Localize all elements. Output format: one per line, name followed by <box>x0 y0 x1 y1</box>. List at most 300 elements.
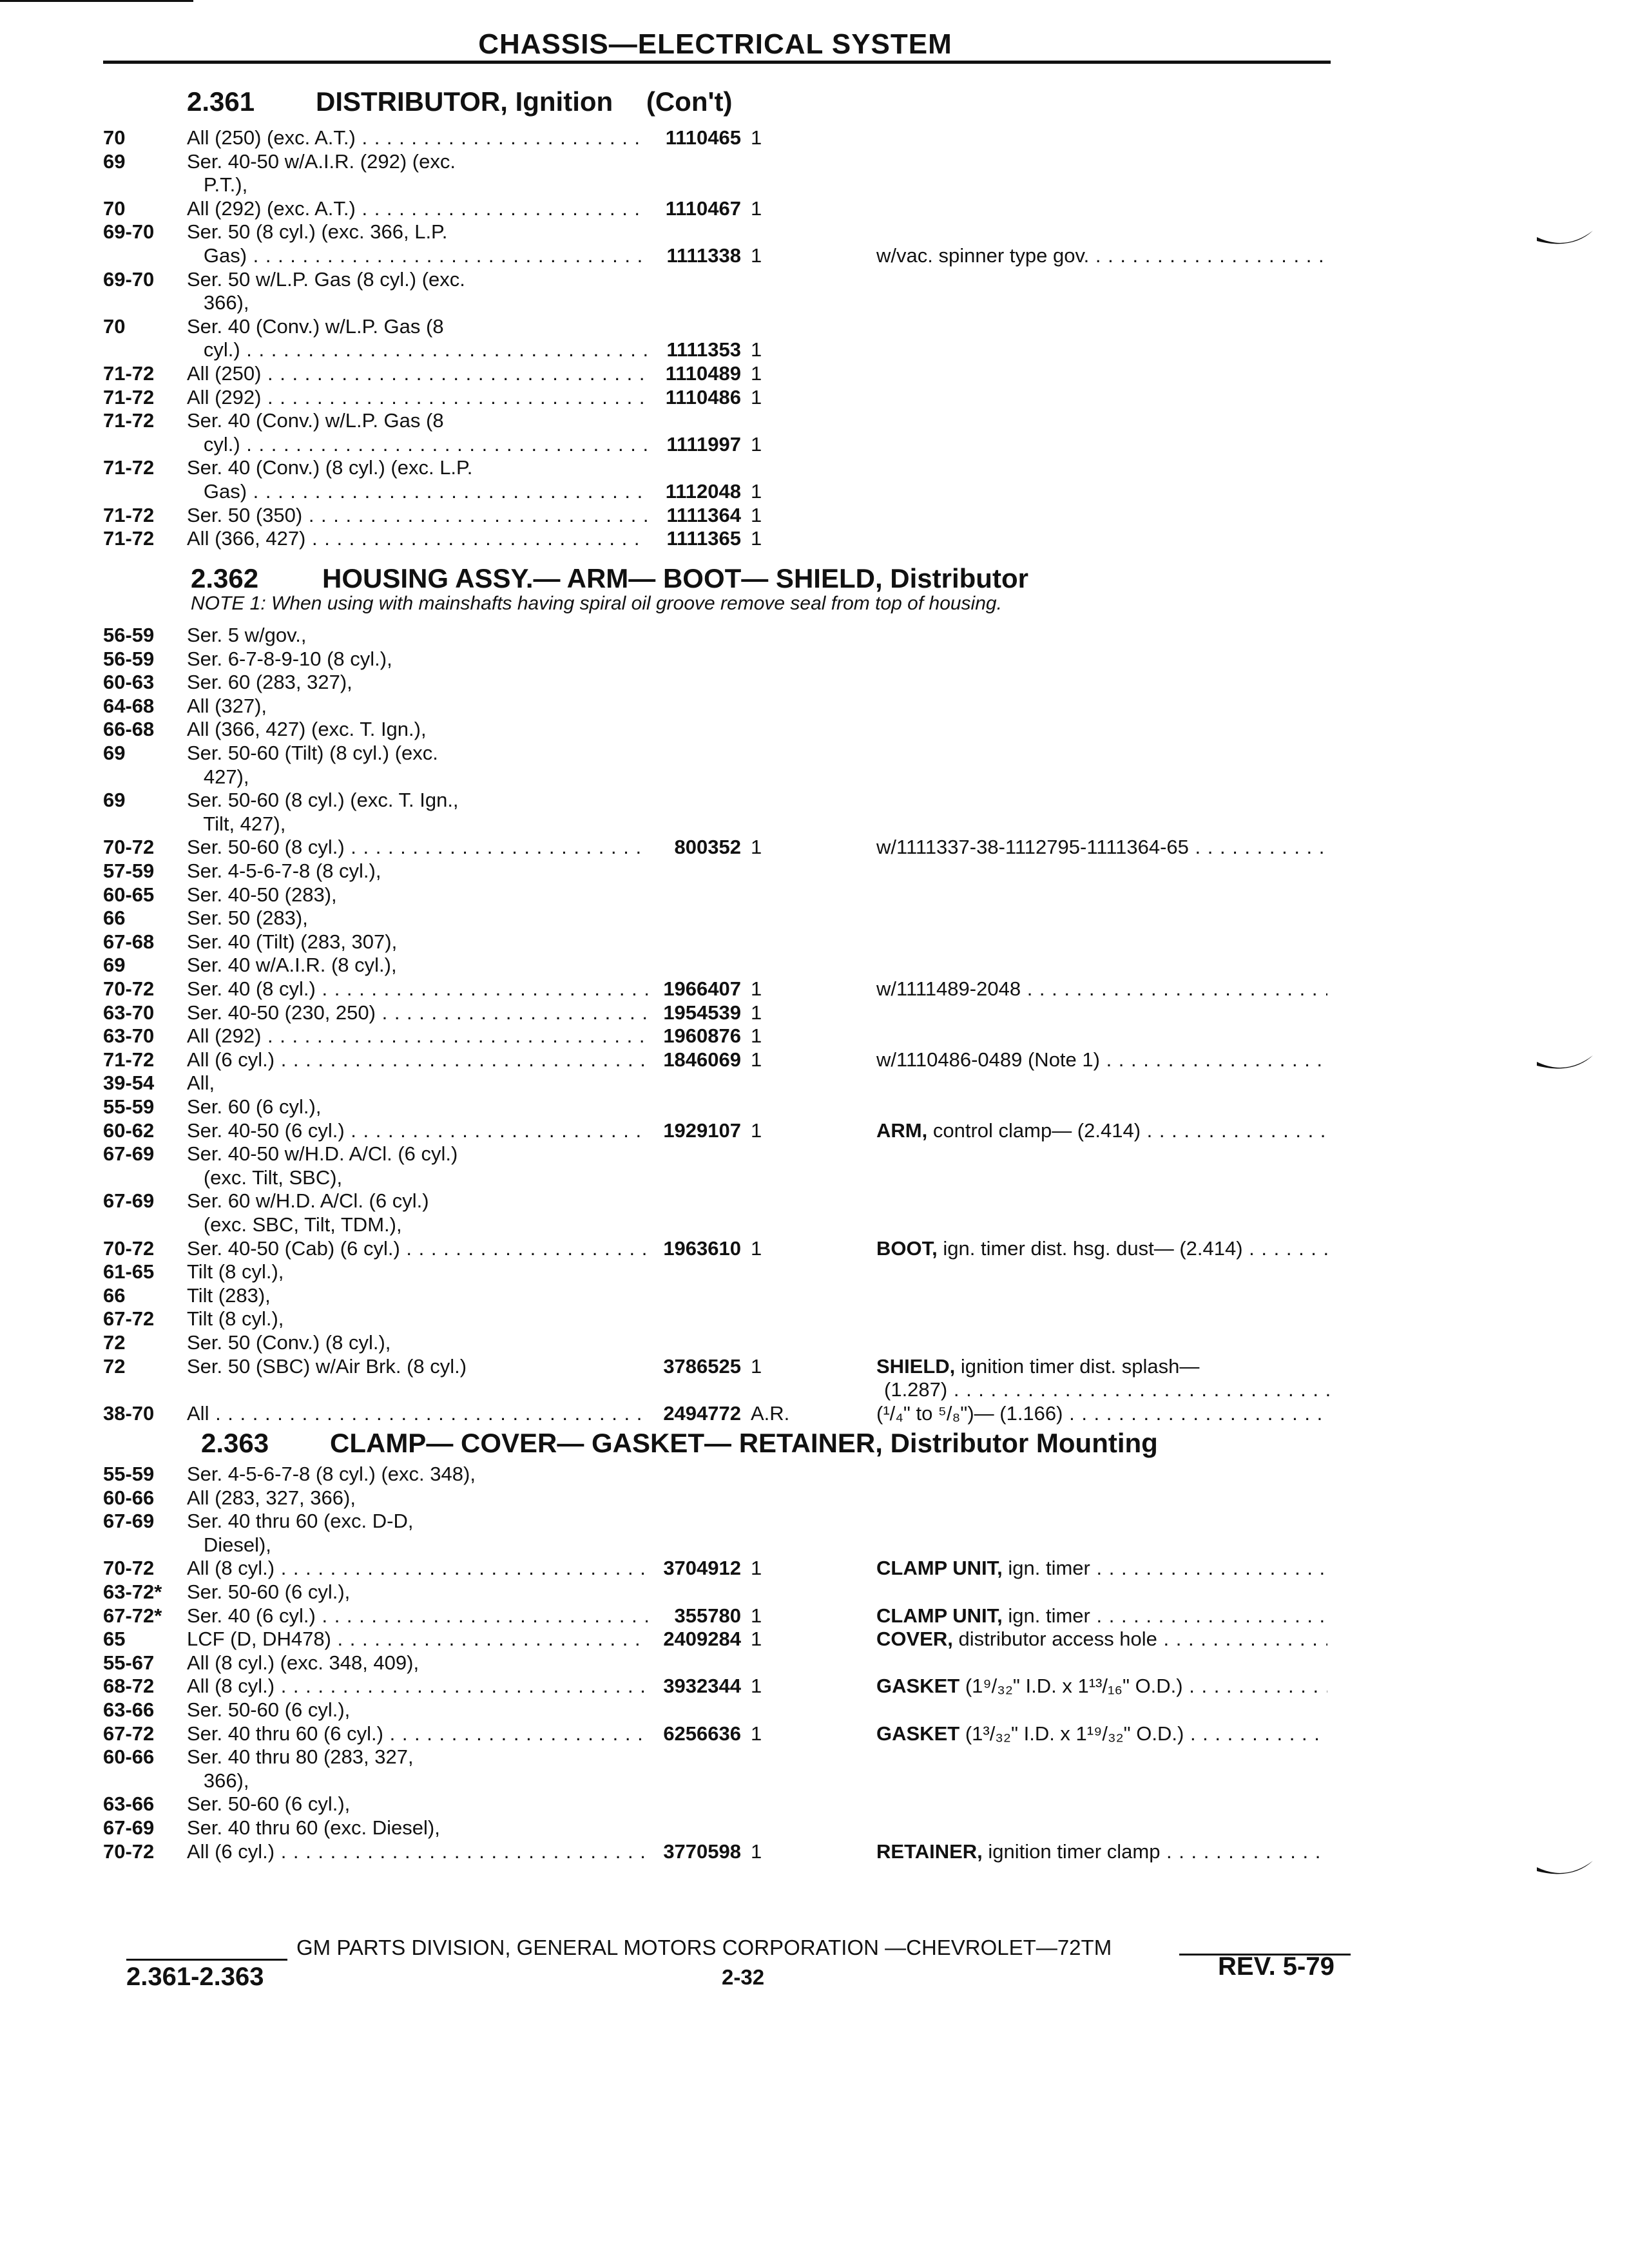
usage-description: Ser. 40 thru 80 (283, 327, <box>187 1745 414 1768</box>
part-number: 1846069 <box>663 1048 741 1071</box>
table-row <box>103 648 1347 671</box>
remarks-text: (¹/₄" to ⁵/₈")— (1.166) <box>876 1402 1063 1425</box>
quantity: 1 <box>751 1840 762 1863</box>
part-number: 1110467 <box>665 197 741 220</box>
part-number: 1966407 <box>663 977 741 1000</box>
remarks-text: distributor access hole <box>958 1628 1157 1650</box>
table-row <box>103 1510 1347 1533</box>
usage-description: Ser. 40 (Conv.) w/L.P. Gas (8 <box>187 315 444 338</box>
quantity: 1 <box>751 1557 762 1579</box>
usage-description: Ser. 50 (8 cyl.) (exc. 366, L.P. <box>187 220 448 243</box>
usage-description: Ser. 40 thru 60 (6 cyl.) . . . <box>187 1722 648 1745</box>
table-row <box>103 1675 1347 1698</box>
table-row <box>103 695 1347 718</box>
section-number: 2.362 <box>191 563 259 593</box>
model-years: 70 <box>103 126 126 149</box>
part-number: 1960876 <box>663 1024 741 1047</box>
usage-description: All (8 cyl.) . . . <box>187 1557 648 1580</box>
usage-description: Gas) . . . <box>187 480 648 503</box>
model-years: 67-69 <box>103 1510 155 1532</box>
part-number: 1110465 <box>665 126 741 149</box>
remarks-text: ignition timer dist. splash— <box>960 1355 1200 1378</box>
part-number: 1110489 <box>665 362 741 385</box>
remarks <box>876 1048 1327 1072</box>
usage-description: Ser. 40 (Tilt) (283, 307), <box>187 930 398 953</box>
remarks-item-name: GASKET <box>876 1675 960 1697</box>
table-row <box>103 954 1347 977</box>
model-years: 66 <box>103 1284 126 1307</box>
model-years: 69 <box>103 742 126 764</box>
usage-description: Ser. 40-50 w/H.D. A/Cl. (6 cyl.) <box>187 1142 458 1165</box>
model-years: 71-72 <box>103 456 155 479</box>
model-years: 67-72* <box>103 1604 162 1627</box>
remarks-text: w/vac. spinner type gov. <box>876 244 1090 267</box>
table-row <box>103 315 1347 338</box>
remarks-text: (1³/₃₂" I.D. x 1¹⁹/₃₂" O.D.) <box>965 1722 1184 1745</box>
section-title: CLAMP— COVER— GASKET— RETAINER, Distributor Mounting <box>330 1428 1158 1458</box>
table-row <box>103 1698 1347 1722</box>
remarks-item-name: SHIELD, <box>876 1355 956 1378</box>
model-years: 63-66 <box>103 1792 155 1815</box>
remarks <box>884 1378 1335 1401</box>
usage-description: Ser. 40-50 w/A.I.R. (292) (exc. <box>187 150 456 173</box>
remarks-text: (1⁹/₃₂" I.D. x 1¹³/₁₆" O.D.) <box>965 1675 1183 1697</box>
usage-description: All, <box>187 1072 215 1094</box>
table-row <box>103 718 1347 741</box>
quantity: 1 <box>751 1604 762 1627</box>
usage-description: Tilt (283), <box>187 1284 271 1307</box>
section-number: 2.363 <box>201 1428 269 1458</box>
usage-description: Ser. 40-50 (230, 250) . . . <box>187 1001 648 1024</box>
usage-description: All (8 cyl.) . . . <box>187 1675 648 1698</box>
remarks-text: ign. timer <box>1008 1557 1090 1579</box>
footer-page-number: 2-32 <box>722 1965 765 1989</box>
table-row <box>103 1119 1347 1142</box>
table-row <box>103 624 1347 647</box>
table-row <box>103 1769 1347 1792</box>
usage-description: Gas) . . . <box>187 244 648 267</box>
table-row <box>103 1463 1347 1486</box>
table-row <box>103 1792 1347 1816</box>
table-row <box>103 812 1347 836</box>
model-years: 66 <box>103 907 126 929</box>
usage-description: All . . . <box>187 1402 648 1425</box>
table-row <box>103 907 1347 930</box>
usage-description: Ser. 60 (283, 327), <box>187 671 352 693</box>
table-row <box>103 1355 1347 1378</box>
table-row <box>103 1331 1347 1354</box>
table-row <box>103 1581 1347 1604</box>
part-number: 1111365 <box>666 527 741 550</box>
model-years: 63-70 <box>103 1024 155 1047</box>
quantity: 1 <box>751 197 762 220</box>
usage-description: All (292) . . . <box>187 386 648 409</box>
model-years: 72 <box>103 1331 126 1354</box>
model-years: 71-72 <box>103 409 155 432</box>
usage-description: Ser. 60 w/H.D. A/Cl. (6 cyl.) <box>187 1189 429 1212</box>
table-row <box>103 197 1347 220</box>
table-row <box>103 1142 1347 1166</box>
model-years: 71-72 <box>103 362 155 385</box>
remarks <box>876 1355 1327 1378</box>
remarks <box>876 244 1327 267</box>
remarks <box>876 977 1327 1001</box>
table-row <box>103 1260 1347 1283</box>
usage-description: All (327), <box>187 695 267 717</box>
remarks <box>876 1840 1327 1863</box>
model-years: 70 <box>103 197 126 220</box>
table-row <box>103 1722 1347 1745</box>
usage-description: Ser. 40-50 (6 cyl.) . . . <box>187 1119 648 1142</box>
part-number: 3786525 <box>663 1355 741 1378</box>
usage-description: Ser. 50-60 (Tilt) (8 cyl.) (exc. <box>187 742 438 764</box>
quantity: 1 <box>751 1001 762 1024</box>
usage-description: Tilt, 427), <box>187 812 286 835</box>
section-2-361 <box>187 86 732 117</box>
model-years: 67-69 <box>103 1189 155 1212</box>
remarks-item-name: CLAMP UNIT, <box>876 1557 1003 1579</box>
usage-description: All (6 cyl.) . . . <box>187 1048 648 1072</box>
usage-description: Ser. 50 w/L.P. Gas (8 cyl.) (exc. <box>187 268 465 291</box>
table-row <box>103 433 1347 456</box>
usage-description: cyl.) . . . <box>187 433 648 456</box>
remarks-item-name: BOOT, <box>876 1237 938 1260</box>
remarks <box>876 1628 1327 1651</box>
remarks <box>876 1675 1327 1698</box>
usage-description: All (250) . . . <box>187 362 648 385</box>
footer-rule-left <box>126 1959 287 1961</box>
part-number: 1110486 <box>665 386 741 408</box>
remarks-text: w/1110486-0489 (Note 1) <box>876 1048 1100 1071</box>
remarks <box>876 1557 1327 1580</box>
remarks <box>876 1604 1327 1628</box>
model-years: 67-69 <box>103 1816 155 1839</box>
part-number: 2409284 <box>663 1628 741 1650</box>
part-number: 1111338 <box>666 244 741 267</box>
table-row <box>103 1024 1347 1048</box>
usage-description: Ser. 60 (6 cyl.), <box>187 1095 322 1118</box>
model-years: 70-72 <box>103 977 155 1000</box>
remarks-item-name: COVER, <box>876 1628 953 1650</box>
remarks <box>876 1722 1327 1745</box>
remarks <box>876 836 1327 859</box>
usage-description: Ser. 50-60 (6 cyl.), <box>187 1581 351 1603</box>
model-years: 69 <box>103 954 126 976</box>
table-row <box>103 1166 1347 1189</box>
table-row <box>103 150 1347 173</box>
usage-description: All (292) . . . <box>187 1024 648 1048</box>
usage-description: Ser. 40 thru 60 (exc. Diesel), <box>187 1816 440 1839</box>
section-2-362 <box>191 563 1028 594</box>
usage-description: Ser. 6-7-8-9-10 (8 cyl.), <box>187 648 392 670</box>
table-row <box>103 362 1347 385</box>
usage-description: Ser. 40 (Conv.) (8 cyl.) (exc. L.P. <box>187 456 473 479</box>
quantity: 1 <box>751 504 762 526</box>
table-row <box>103 338 1347 361</box>
part-number: 3932344 <box>663 1675 741 1697</box>
usage-description: 427), <box>187 765 249 788</box>
model-years: 67-72 <box>103 1307 155 1330</box>
remarks-item-name: GASKET <box>876 1722 960 1745</box>
quantity: 1 <box>751 362 762 385</box>
part-number: 355780 <box>674 1604 741 1627</box>
model-years: 67-69 <box>103 1142 155 1165</box>
quantity: 1 <box>751 836 762 858</box>
table-row <box>103 1072 1347 1095</box>
model-years: 70-72 <box>103 836 155 858</box>
table-row <box>103 386 1347 409</box>
table-row <box>103 1745 1347 1769</box>
table-row <box>103 977 1347 1001</box>
usage-description: All (250) (exc. A.T.) . . . <box>187 126 648 149</box>
table-row <box>103 126 1347 149</box>
model-years: 60-62 <box>103 1119 155 1142</box>
usage-description: Diesel), <box>187 1533 271 1556</box>
table-row <box>103 1237 1347 1260</box>
usage-description: Ser. 50 (350) . . . <box>187 504 648 527</box>
table-row <box>103 883 1347 907</box>
quantity: 1 <box>751 1675 762 1697</box>
table-row <box>103 1628 1347 1651</box>
quantity: 1 <box>751 1237 762 1260</box>
table-row <box>103 527 1347 550</box>
binder-mark-icon <box>1534 226 1598 258</box>
header-rule <box>103 61 1331 64</box>
remarks-item-name: ARM, <box>876 1119 928 1142</box>
usage-description: All (292) (exc. A.T.) . . . <box>187 197 648 220</box>
table-row <box>103 1651 1347 1675</box>
usage-description: Tilt (8 cyl.), <box>187 1260 284 1283</box>
usage-description: All (8 cyl.) (exc. 348, 409), <box>187 1651 419 1674</box>
model-years: 70-72 <box>103 1840 155 1863</box>
section-note: NOTE 1: When using with mainshafts having spiral oil groove remove seal from top of housing. <box>191 593 1002 614</box>
table-row <box>103 268 1347 291</box>
model-years: 71-72 <box>103 386 155 408</box>
table-row <box>103 1189 1347 1213</box>
page-header: CHASSIS—ELECTRICAL SYSTEM <box>478 28 952 60</box>
quantity: 1 <box>751 244 762 267</box>
part-number: 1111997 <box>666 433 741 456</box>
usage-description: Ser. 50 (SBC) w/Air Brk. (8 cyl.) <box>187 1355 467 1378</box>
remarks-text: ign. timer dist. hsg. dust— (2.414) <box>943 1237 1243 1260</box>
table-row <box>103 789 1347 812</box>
usage-description: Ser. 4-5-6-7-8 (8 cyl.) (exc. 348), <box>187 1463 476 1485</box>
model-years: 38-70 <box>103 1402 155 1425</box>
part-number: 3704912 <box>663 1557 741 1579</box>
model-years: 70 <box>103 315 126 338</box>
table-row <box>103 480 1347 503</box>
table-row <box>103 1840 1347 1863</box>
table-row <box>103 930 1347 954</box>
footer-revision: REV. 5-79 <box>1218 1952 1335 1981</box>
table-row <box>103 1557 1347 1580</box>
usage-description: All (366, 427) . . . <box>187 527 648 550</box>
table-row <box>103 173 1347 197</box>
model-years: 67-72 <box>103 1722 155 1745</box>
table-row <box>103 291 1347 314</box>
usage-description: Ser. 50-60 (8 cyl.) (exc. T. Ign., <box>187 789 459 811</box>
model-years: 63-70 <box>103 1001 155 1024</box>
table-row <box>103 671 1347 694</box>
remarks <box>876 1119 1327 1142</box>
model-years: 67-68 <box>103 930 155 953</box>
usage-description: 366), <box>187 1769 249 1792</box>
usage-description: Ser. 40 w/A.I.R. (8 cyl.), <box>187 954 397 976</box>
section-title: HOUSING ASSY.— ARM— BOOT— SHIELD, Distributor <box>322 563 1028 593</box>
usage-description: Tilt (8 cyl.), <box>187 1307 284 1330</box>
usage-description: All (6 cyl.) . . . <box>187 1840 648 1863</box>
remarks-text: w/1111489-2048 <box>876 977 1021 1000</box>
model-years: 63-66 <box>103 1698 155 1721</box>
usage-description: Ser. 4-5-6-7-8 (8 cyl.), <box>187 860 381 882</box>
binder-mark-icon <box>1534 1050 1598 1082</box>
usage-description: Ser. 40 (8 cyl.) . . . <box>187 977 648 1001</box>
model-years: 55-59 <box>103 1095 155 1118</box>
table-row <box>103 742 1347 765</box>
model-years: 63-72* <box>103 1581 162 1603</box>
section-2-363 <box>201 1428 1158 1459</box>
remarks-text: (1.287) <box>884 1378 948 1401</box>
table-row <box>103 1604 1347 1628</box>
model-years: 69 <box>103 150 126 173</box>
usage-description: All (366, 427) (exc. T. Ign.), <box>187 718 427 740</box>
usage-description: Ser. 5 w/gov., <box>187 624 307 646</box>
model-years: 55-67 <box>103 1651 155 1674</box>
part-number: 1111353 <box>666 338 741 361</box>
quantity: 1 <box>751 1119 762 1142</box>
table-row <box>103 1213 1347 1236</box>
part-number: 1963610 <box>663 1237 741 1260</box>
footer-division: GM PARTS DIVISION, GENERAL MOTORS CORPORATION —CHEVROLET—72TM <box>296 1936 1112 1959</box>
quantity: 1 <box>751 1048 762 1071</box>
quantity: 1 <box>751 1024 762 1047</box>
model-years: 60-66 <box>103 1486 155 1509</box>
usage-description: 366), <box>187 291 249 314</box>
quantity: 1 <box>751 527 762 550</box>
remarks-item-name: RETAINER, <box>876 1840 983 1863</box>
table-row <box>103 220 1347 244</box>
table-row <box>103 456 1347 479</box>
table-row <box>103 1307 1347 1331</box>
usage-description: Ser. 50 (283), <box>187 907 308 929</box>
model-years: 61-65 <box>103 1260 155 1283</box>
table-row <box>103 1816 1347 1840</box>
part-number: 1112048 <box>665 480 741 503</box>
part-number: 1111364 <box>666 504 741 526</box>
model-years: 69 <box>103 789 126 811</box>
model-years: 69-70 <box>103 220 155 243</box>
table-row <box>103 1402 1347 1425</box>
remarks <box>876 1402 1327 1425</box>
remarks-item-name: CLAMP UNIT, <box>876 1604 1003 1627</box>
footer-section-range: 2.361-2.363 <box>126 1963 264 1991</box>
table-row <box>103 1001 1347 1024</box>
table-row <box>103 1048 1347 1072</box>
quantity: A.R. <box>751 1402 790 1425</box>
model-years: 71-72 <box>103 527 155 550</box>
model-years: 70-72 <box>103 1237 155 1260</box>
part-number: 1929107 <box>663 1119 741 1142</box>
part-number: 6256636 <box>663 1722 741 1745</box>
usage-description: Ser. 40-50 (Cab) (6 cyl.) . . . <box>187 1237 648 1260</box>
quantity: 1 <box>751 338 762 361</box>
remarks-text: ignition timer clamp <box>988 1840 1161 1863</box>
quantity: 1 <box>751 1628 762 1650</box>
quantity: 1 <box>751 1722 762 1745</box>
part-number: 2494772 <box>663 1402 741 1425</box>
table-row <box>103 1095 1347 1119</box>
usage-description: Ser. 40 (6 cyl.) . . . <box>187 1604 648 1628</box>
quantity: 1 <box>751 480 762 503</box>
corner-rule <box>0 0 193 2</box>
quantity: 1 <box>751 386 762 408</box>
usage-description: All (283, 327, 366), <box>187 1486 356 1509</box>
usage-description: Ser. 40 (Conv.) w/L.P. Gas (8 <box>187 409 444 432</box>
model-years: 70-72 <box>103 1557 155 1579</box>
model-years: 60-65 <box>103 883 155 906</box>
remarks <box>876 1237 1327 1260</box>
section-number: 2.361 <box>187 86 255 117</box>
table-row <box>103 244 1347 267</box>
model-years: 64-68 <box>103 695 155 717</box>
model-years: 39-54 <box>103 1072 155 1094</box>
table-row <box>103 860 1347 883</box>
table-row <box>103 1533 1347 1557</box>
usage-description: Ser. 50-60 (6 cyl.), <box>187 1698 351 1721</box>
part-number: 800352 <box>674 836 741 858</box>
usage-description: Ser. 50 (Conv.) (8 cyl.), <box>187 1331 391 1354</box>
usage-description: Ser. 50-60 (6 cyl.), <box>187 1792 351 1815</box>
model-years: 72 <box>103 1355 126 1378</box>
model-years: 57-59 <box>103 860 155 882</box>
model-years: 56-59 <box>103 624 155 646</box>
model-years: 66-68 <box>103 718 155 740</box>
table-row <box>103 1378 1347 1401</box>
usage-description: (exc. Tilt, SBC), <box>187 1166 343 1189</box>
remarks-text: ign. timer <box>1008 1604 1090 1627</box>
model-years: 71-72 <box>103 1048 155 1071</box>
usage-description: Ser. 40-50 (283), <box>187 883 337 906</box>
usage-description: Ser. 50-60 (8 cyl.) . . . <box>187 836 648 859</box>
table-row <box>103 504 1347 527</box>
table-row <box>103 409 1347 432</box>
table-row <box>103 765 1347 789</box>
section-continued: (Con't) <box>646 86 733 117</box>
remarks-text: control clamp— (2.414) <box>932 1119 1141 1142</box>
usage-description: Ser. 40 thru 60 (exc. D-D, <box>187 1510 414 1532</box>
quantity: 1 <box>751 433 762 456</box>
table-row <box>103 836 1347 859</box>
usage-description: cyl.) . . . <box>187 338 648 361</box>
model-years: 55-59 <box>103 1463 155 1485</box>
quantity: 1 <box>751 977 762 1000</box>
model-years: 60-66 <box>103 1745 155 1768</box>
section-title: DISTRIBUTOR, Ignition <box>316 86 613 117</box>
quantity: 1 <box>751 1355 762 1378</box>
model-years: 71-72 <box>103 504 155 526</box>
model-years: 68-72 <box>103 1675 155 1697</box>
quantity: 1 <box>751 126 762 149</box>
model-years: 69-70 <box>103 268 155 291</box>
part-number: 3770598 <box>663 1840 741 1863</box>
remarks-text: w/1111337-38-1112795-1111364-65 <box>876 836 1189 858</box>
model-years: 56-59 <box>103 648 155 670</box>
binder-mark-icon <box>1534 1856 1598 1888</box>
part-number: 1954539 <box>663 1001 741 1024</box>
usage-description: P.T.), <box>187 173 248 196</box>
table-row <box>103 1486 1347 1510</box>
usage-description: (exc. SBC, Tilt, TDM.), <box>187 1213 402 1236</box>
